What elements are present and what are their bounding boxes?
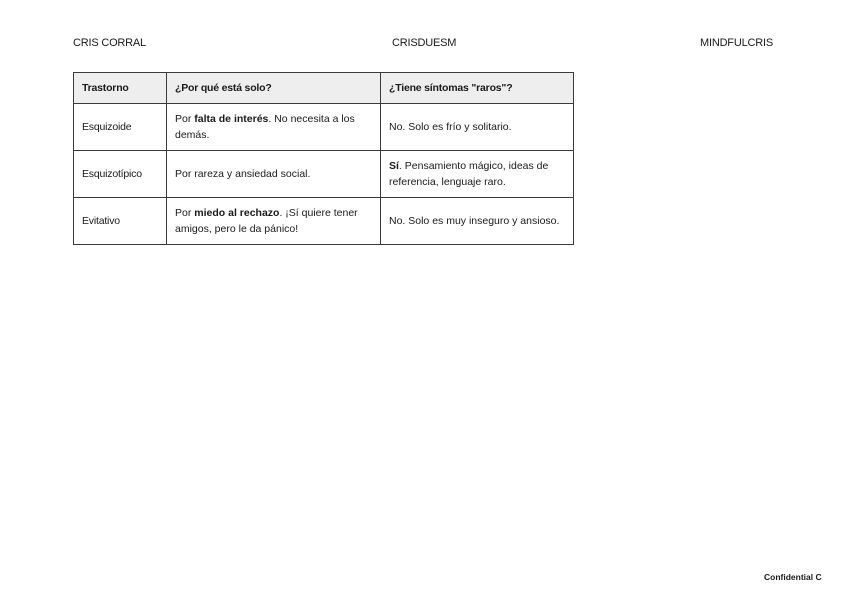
disorder-comparison-table [73, 72, 574, 245]
table-row [74, 198, 574, 245]
symptoms-text-bold: Sí [389, 159, 399, 172]
header-center-text: CRISDUESM [392, 37, 457, 49]
column-header-symptoms: ¿Tiene síntomas "raros"? [381, 73, 574, 104]
row-header-disorder: Evitativo [74, 198, 167, 245]
why-text-pre: Por rareza y ansiedad social. [175, 167, 311, 180]
symptoms-cell [381, 151, 574, 198]
confidentiality-label: Confidential C [764, 572, 822, 582]
symptoms-cell [381, 198, 574, 245]
why-alone-cell [167, 151, 381, 198]
header-right-text: MINDFULCRIS [700, 37, 773, 49]
symptoms-cell [381, 104, 574, 151]
symptoms-text: . Pensamiento mágico, ideas de referencia, lenguaje raro. [389, 159, 549, 188]
header-left-text: CRIS CORRAL [73, 37, 146, 49]
why-text-bold: falta de interés [194, 112, 269, 125]
row-header-disorder: Esquizotípico [74, 151, 167, 198]
column-header-disorder: Trastorno [74, 73, 167, 104]
why-text-post: . ¡Sí quiere tener amigos, pero le da pánico! [175, 206, 358, 235]
table-header-row [74, 73, 574, 104]
symptoms-text: No. Solo es muy inseguro y ansioso. [389, 214, 560, 227]
why-text-pre: Por [175, 206, 195, 219]
why-text-pre: Por [175, 112, 195, 125]
why-text-post: . No necesita a los demás. [175, 112, 355, 141]
symptoms-text: No. Solo es frío y solitario. [389, 120, 512, 133]
table-row [74, 104, 574, 151]
why-alone-cell [167, 198, 381, 245]
row-header-disorder: Esquizoide [74, 104, 167, 151]
table-row [74, 151, 574, 198]
why-text-bold: miedo al rechazo [194, 206, 280, 219]
column-header-why-alone: ¿Por qué está solo? [167, 73, 381, 104]
why-alone-cell [167, 104, 381, 151]
